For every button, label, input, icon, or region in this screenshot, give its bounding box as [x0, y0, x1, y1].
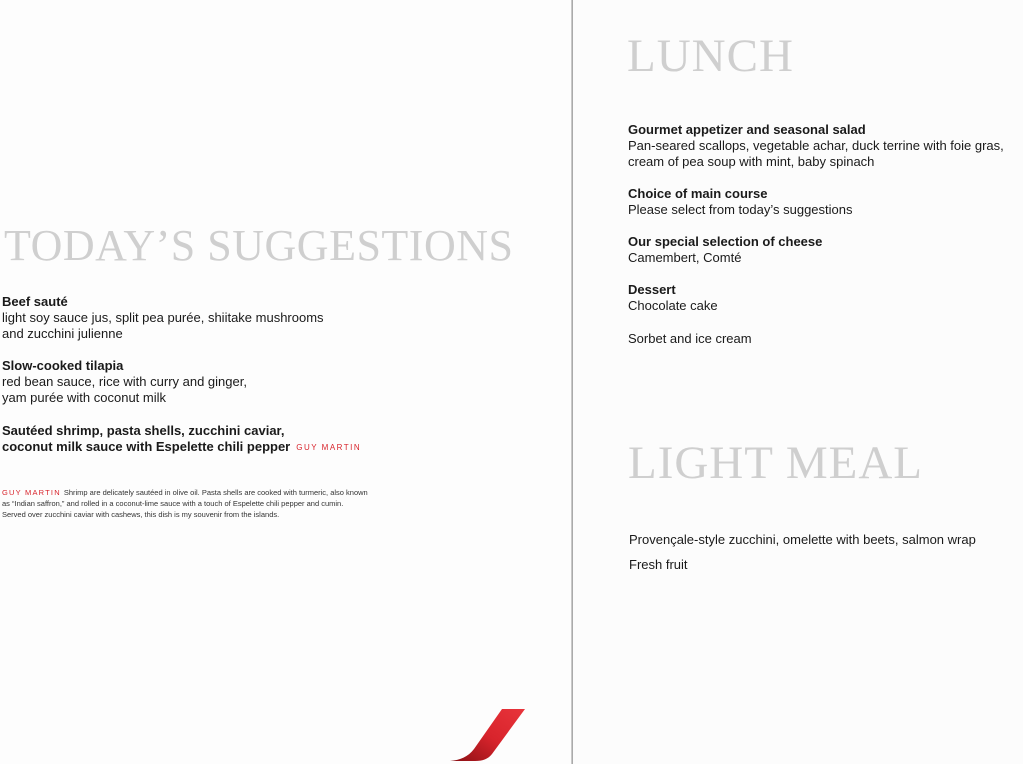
chef-note-line: Shrimp are delicately sautéed in olive oil. Pasta shells are cooked with turmeric, also known — [63, 488, 368, 497]
dish-name: Beef sauté — [2, 294, 68, 309]
chef-note-line: Served over zucchini caviar with cashews, this dish is my souvenir from the islands. — [2, 510, 280, 519]
dish-description-line: and zucchini julienne — [2, 326, 123, 341]
dish-name-line: Sautéed shrimp, pasta shells, zucchini caviar, — [2, 423, 285, 438]
light-meal-text: Fresh fruit — [629, 557, 688, 572]
dish-description-line: red bean sauce, rice with curry and ginger, — [2, 374, 247, 389]
airline-swoosh-logo — [450, 708, 526, 762]
chef-note-signature: GUY MARTIN — [2, 488, 61, 497]
lunch-item-sorbet — [628, 331, 1008, 347]
dish-sauteed-shrimp — [2, 423, 462, 456]
dish-description-line: light soy sauce jus, split pea purée, shiitake mushrooms — [2, 310, 324, 325]
chef-signature-tag: GUY MARTIN — [296, 443, 362, 452]
course-description-line: Please select from today’s suggestions — [628, 202, 853, 217]
course-description-line: cream of pea soup with mint, baby spinach — [628, 154, 875, 169]
dish-beef-saute — [2, 294, 422, 342]
lunch-item-main-course — [628, 186, 1008, 218]
chef-note — [2, 487, 442, 520]
light-meal-heading: LIGHT MEAL — [628, 437, 924, 489]
light-meal-item — [629, 532, 1019, 548]
lunch-item-cheese — [628, 234, 1008, 266]
suggestions-heading: TODAY’S SUGGESTIONS — [4, 221, 514, 270]
course-description-line: Camembert, Comté — [628, 250, 742, 265]
dish-name: Slow-cooked tilapia — [2, 358, 124, 373]
page-fold-divider — [571, 0, 573, 764]
course-description-line: Sorbet and ice cream — [628, 331, 752, 346]
course-description-line: Pan-seared scallops, vegetable achar, duck terrine with foie gras, — [628, 138, 1004, 153]
lunch-item-appetizer — [628, 122, 1023, 170]
light-meal-item — [629, 557, 1019, 573]
course-name: Our special selection of cheese — [628, 234, 823, 249]
dish-name-line: coconut milk sauce with Espelette chili pepper — [2, 439, 291, 454]
course-name: Choice of main course — [628, 186, 768, 201]
chef-note-line: as “Indian saffron,” and rolled in a coconut-lime sauce with a touch of Espelette chili pepper and cumin. — [2, 499, 344, 508]
light-meal-text: Provençale-style zucchini, omelette with beets, salmon wrap — [629, 532, 976, 547]
course-description-line: Chocolate cake — [628, 298, 718, 313]
right-menu-page — [573, 0, 1023, 764]
course-name: Gourmet appetizer and seasonal salad — [628, 122, 866, 137]
dish-tilapia — [2, 358, 422, 406]
lunch-item-dessert — [628, 282, 1008, 314]
dish-name-line-with-chef — [2, 439, 462, 456]
lunch-heading: LUNCH — [627, 30, 794, 82]
dish-description-line: yam purée with coconut milk — [2, 390, 167, 405]
course-name: Dessert — [628, 282, 676, 297]
